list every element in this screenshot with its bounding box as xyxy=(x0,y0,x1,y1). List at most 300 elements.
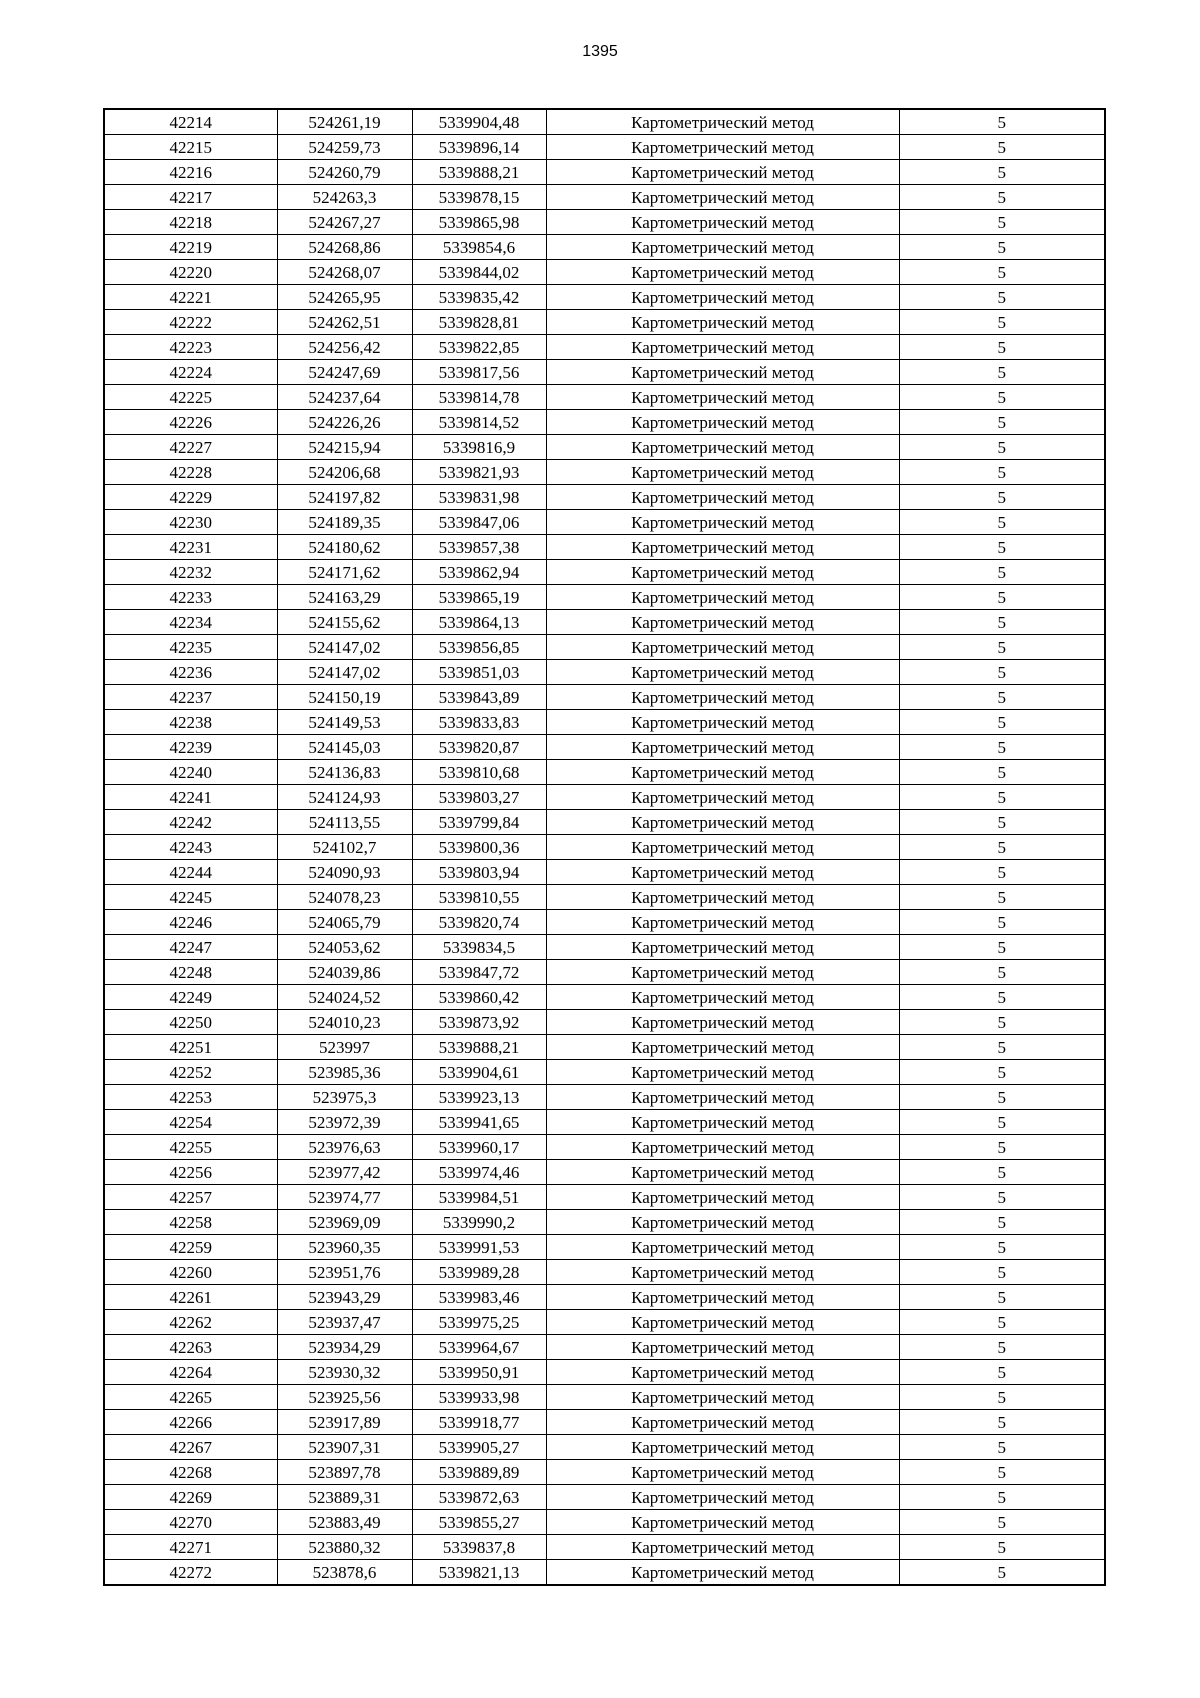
table-row xyxy=(104,585,1105,610)
method-cell: Картометрический метод xyxy=(546,1135,899,1160)
point-number-cell: 42242 xyxy=(104,810,277,835)
point-number-cell: 42239 xyxy=(104,735,277,760)
x-coordinate-cell: 523917,89 xyxy=(277,1410,412,1435)
y-coordinate-cell: 5339828,81 xyxy=(412,310,546,335)
table-row xyxy=(104,1410,1105,1435)
accuracy-cell: 5 xyxy=(899,1510,1105,1535)
x-coordinate-cell: 524259,73 xyxy=(277,135,412,160)
table-row xyxy=(104,960,1105,985)
page-number: 1395 xyxy=(582,43,618,60)
point-number-cell: 42226 xyxy=(104,410,277,435)
coordinates-table-body xyxy=(104,109,1105,1585)
method-cell: Картометрический метод xyxy=(546,1485,899,1510)
point-number-cell: 42225 xyxy=(104,385,277,410)
x-coordinate-cell: 523972,39 xyxy=(277,1110,412,1135)
method-cell: Картометрический метод xyxy=(546,510,899,535)
method-cell: Картометрический метод xyxy=(546,1460,899,1485)
x-coordinate-cell: 524189,35 xyxy=(277,510,412,535)
method-cell: Картометрический метод xyxy=(546,610,899,635)
x-coordinate-cell: 524215,94 xyxy=(277,435,412,460)
y-coordinate-cell: 5339799,84 xyxy=(412,810,546,835)
point-number-cell: 42247 xyxy=(104,935,277,960)
accuracy-cell: 5 xyxy=(899,235,1105,260)
accuracy-cell: 5 xyxy=(899,1560,1105,1586)
method-cell: Картометрический метод xyxy=(546,1410,899,1435)
x-coordinate-cell: 523985,36 xyxy=(277,1060,412,1085)
point-number-cell: 42216 xyxy=(104,160,277,185)
accuracy-cell: 5 xyxy=(899,735,1105,760)
accuracy-cell: 5 xyxy=(899,960,1105,985)
x-coordinate-cell: 524149,53 xyxy=(277,710,412,735)
accuracy-cell: 5 xyxy=(899,835,1105,860)
accuracy-cell: 5 xyxy=(899,535,1105,560)
accuracy-cell: 5 xyxy=(899,185,1105,210)
x-coordinate-cell: 524260,79 xyxy=(277,160,412,185)
y-coordinate-cell: 5339872,63 xyxy=(412,1485,546,1510)
x-coordinate-cell: 523974,77 xyxy=(277,1185,412,1210)
method-cell: Картометрический метод xyxy=(546,935,899,960)
table-row xyxy=(104,1285,1105,1310)
x-coordinate-cell: 523997 xyxy=(277,1035,412,1060)
method-cell: Картометрический метод xyxy=(546,460,899,485)
y-coordinate-cell: 5339820,87 xyxy=(412,735,546,760)
method-cell: Картометрический метод xyxy=(546,535,899,560)
accuracy-cell: 5 xyxy=(899,760,1105,785)
accuracy-cell: 5 xyxy=(899,860,1105,885)
x-coordinate-cell: 523943,29 xyxy=(277,1285,412,1310)
table-row xyxy=(104,260,1105,285)
table-row xyxy=(104,1185,1105,1210)
x-coordinate-cell: 523937,47 xyxy=(277,1310,412,1335)
method-cell: Картометрический метод xyxy=(546,160,899,185)
point-number-cell: 42271 xyxy=(104,1535,277,1560)
method-cell: Картометрический метод xyxy=(546,109,899,135)
table-row xyxy=(104,560,1105,585)
y-coordinate-cell: 5339923,13 xyxy=(412,1085,546,1110)
x-coordinate-cell: 524147,02 xyxy=(277,660,412,685)
accuracy-cell: 5 xyxy=(899,1435,1105,1460)
y-coordinate-cell: 5339918,77 xyxy=(412,1410,546,1435)
method-cell: Картометрический метод xyxy=(546,435,899,460)
x-coordinate-cell: 523969,09 xyxy=(277,1210,412,1235)
accuracy-cell: 5 xyxy=(899,1160,1105,1185)
x-coordinate-cell: 523960,35 xyxy=(277,1235,412,1260)
point-number-cell: 42232 xyxy=(104,560,277,585)
table-row xyxy=(104,435,1105,460)
point-number-cell: 42219 xyxy=(104,235,277,260)
table-row xyxy=(104,185,1105,210)
x-coordinate-cell: 524206,68 xyxy=(277,460,412,485)
table-row xyxy=(104,1435,1105,1460)
accuracy-cell: 5 xyxy=(899,1235,1105,1260)
table-row xyxy=(104,510,1105,535)
x-coordinate-cell: 524262,51 xyxy=(277,310,412,335)
x-coordinate-cell: 524265,95 xyxy=(277,285,412,310)
accuracy-cell: 5 xyxy=(899,810,1105,835)
method-cell: Картометрический метод xyxy=(546,1110,899,1135)
method-cell: Картометрический метод xyxy=(546,1510,899,1535)
x-coordinate-cell: 524171,62 xyxy=(277,560,412,585)
accuracy-cell: 5 xyxy=(899,785,1105,810)
table-row xyxy=(104,1135,1105,1160)
method-cell: Картометрический метод xyxy=(546,560,899,585)
x-coordinate-cell: 523897,78 xyxy=(277,1460,412,1485)
y-coordinate-cell: 5339896,14 xyxy=(412,135,546,160)
x-coordinate-cell: 524090,93 xyxy=(277,860,412,885)
y-coordinate-cell: 5339854,6 xyxy=(412,235,546,260)
table-row xyxy=(104,1560,1105,1586)
point-number-cell: 42218 xyxy=(104,210,277,235)
method-cell: Картометрический метод xyxy=(546,735,899,760)
y-coordinate-cell: 5339843,89 xyxy=(412,685,546,710)
table-row xyxy=(104,635,1105,660)
method-cell: Картометрический метод xyxy=(546,1160,899,1185)
accuracy-cell: 5 xyxy=(899,910,1105,935)
y-coordinate-cell: 5339862,94 xyxy=(412,560,546,585)
accuracy-cell: 5 xyxy=(899,1310,1105,1335)
accuracy-cell: 5 xyxy=(899,1085,1105,1110)
x-coordinate-cell: 523883,49 xyxy=(277,1510,412,1535)
method-cell: Картометрический метод xyxy=(546,1235,899,1260)
x-coordinate-cell: 523925,56 xyxy=(277,1385,412,1410)
table-row xyxy=(104,1085,1105,1110)
y-coordinate-cell: 5339888,21 xyxy=(412,160,546,185)
table-row xyxy=(104,1010,1105,1035)
method-cell: Картометрический метод xyxy=(546,910,899,935)
table-row xyxy=(104,335,1105,360)
method-cell: Картометрический метод xyxy=(546,1010,899,1035)
point-number-cell: 42217 xyxy=(104,185,277,210)
accuracy-cell: 5 xyxy=(899,385,1105,410)
y-coordinate-cell: 5339865,19 xyxy=(412,585,546,610)
table-row xyxy=(104,385,1105,410)
point-number-cell: 42261 xyxy=(104,1285,277,1310)
method-cell: Картометрический метод xyxy=(546,1310,899,1335)
table-row xyxy=(104,160,1105,185)
method-cell: Картометрический метод xyxy=(546,785,899,810)
table-row xyxy=(104,485,1105,510)
point-number-cell: 42241 xyxy=(104,785,277,810)
x-coordinate-cell: 524124,93 xyxy=(277,785,412,810)
method-cell: Картометрический метод xyxy=(546,1060,899,1085)
point-number-cell: 42220 xyxy=(104,260,277,285)
x-coordinate-cell: 524197,82 xyxy=(277,485,412,510)
accuracy-cell: 5 xyxy=(899,435,1105,460)
table-row xyxy=(104,310,1105,335)
table-row xyxy=(104,1385,1105,1410)
accuracy-cell: 5 xyxy=(899,885,1105,910)
table-row xyxy=(104,235,1105,260)
point-number-cell: 42252 xyxy=(104,1060,277,1085)
point-number-cell: 42254 xyxy=(104,1110,277,1135)
point-number-cell: 42236 xyxy=(104,660,277,685)
y-coordinate-cell: 5339847,72 xyxy=(412,960,546,985)
accuracy-cell: 5 xyxy=(899,360,1105,385)
y-coordinate-cell: 5339941,65 xyxy=(412,1110,546,1135)
point-number-cell: 42251 xyxy=(104,1035,277,1060)
point-number-cell: 42263 xyxy=(104,1335,277,1360)
method-cell: Картометрический метод xyxy=(546,660,899,685)
point-number-cell: 42238 xyxy=(104,710,277,735)
accuracy-cell: 5 xyxy=(899,610,1105,635)
method-cell: Картометрический метод xyxy=(546,1085,899,1110)
table-row xyxy=(104,1235,1105,1260)
y-coordinate-cell: 5339816,9 xyxy=(412,435,546,460)
point-number-cell: 42223 xyxy=(104,335,277,360)
x-coordinate-cell: 524261,19 xyxy=(277,109,412,135)
y-coordinate-cell: 5339835,42 xyxy=(412,285,546,310)
x-coordinate-cell: 523889,31 xyxy=(277,1485,412,1510)
y-coordinate-cell: 5339864,13 xyxy=(412,610,546,635)
accuracy-cell: 5 xyxy=(899,160,1105,185)
method-cell: Картометрический метод xyxy=(546,685,899,710)
y-coordinate-cell: 5339860,42 xyxy=(412,985,546,1010)
accuracy-cell: 5 xyxy=(899,560,1105,585)
y-coordinate-cell: 5339878,15 xyxy=(412,185,546,210)
y-coordinate-cell: 5339800,36 xyxy=(412,835,546,860)
accuracy-cell: 5 xyxy=(899,1535,1105,1560)
table-row xyxy=(104,610,1105,635)
point-number-cell: 42257 xyxy=(104,1185,277,1210)
accuracy-cell: 5 xyxy=(899,1060,1105,1085)
y-coordinate-cell: 5339950,91 xyxy=(412,1360,546,1385)
x-coordinate-cell: 524268,07 xyxy=(277,260,412,285)
y-coordinate-cell: 5339855,27 xyxy=(412,1510,546,1535)
x-coordinate-cell: 524136,83 xyxy=(277,760,412,785)
accuracy-cell: 5 xyxy=(899,710,1105,735)
point-number-cell: 42245 xyxy=(104,885,277,910)
method-cell: Картометрический метод xyxy=(546,1385,899,1410)
table-row xyxy=(104,1060,1105,1085)
point-number-cell: 42249 xyxy=(104,985,277,1010)
method-cell: Картометрический метод xyxy=(546,310,899,335)
point-number-cell: 42243 xyxy=(104,835,277,860)
table-row xyxy=(104,810,1105,835)
x-coordinate-cell: 524024,52 xyxy=(277,985,412,1010)
point-number-cell: 42233 xyxy=(104,585,277,610)
x-coordinate-cell: 524268,86 xyxy=(277,235,412,260)
y-coordinate-cell: 5339810,68 xyxy=(412,760,546,785)
point-number-cell: 42268 xyxy=(104,1460,277,1485)
method-cell: Картометрический метод xyxy=(546,1335,899,1360)
accuracy-cell: 5 xyxy=(899,660,1105,685)
x-coordinate-cell: 524078,23 xyxy=(277,885,412,910)
accuracy-cell: 5 xyxy=(899,1210,1105,1235)
accuracy-cell: 5 xyxy=(899,1360,1105,1385)
accuracy-cell: 5 xyxy=(899,260,1105,285)
accuracy-cell: 5 xyxy=(899,1010,1105,1035)
accuracy-cell: 5 xyxy=(899,1385,1105,1410)
point-number-cell: 42265 xyxy=(104,1385,277,1410)
table-row xyxy=(104,535,1105,560)
accuracy-cell: 5 xyxy=(899,1135,1105,1160)
table-row xyxy=(104,1035,1105,1060)
table-row xyxy=(104,210,1105,235)
point-number-cell: 42256 xyxy=(104,1160,277,1185)
y-coordinate-cell: 5339803,94 xyxy=(412,860,546,885)
table-row xyxy=(104,1110,1105,1135)
method-cell: Картометрический метод xyxy=(546,810,899,835)
point-number-cell: 42235 xyxy=(104,635,277,660)
method-cell: Картометрический метод xyxy=(546,1035,899,1060)
accuracy-cell: 5 xyxy=(899,1485,1105,1510)
table-row xyxy=(104,985,1105,1010)
accuracy-cell: 5 xyxy=(899,1410,1105,1435)
y-coordinate-cell: 5339904,61 xyxy=(412,1060,546,1085)
point-number-cell: 42260 xyxy=(104,1260,277,1285)
table-row xyxy=(104,1485,1105,1510)
table-row xyxy=(104,1260,1105,1285)
y-coordinate-cell: 5339847,06 xyxy=(412,510,546,535)
point-number-cell: 42272 xyxy=(104,1560,277,1586)
y-coordinate-cell: 5339814,52 xyxy=(412,410,546,435)
y-coordinate-cell: 5339974,46 xyxy=(412,1160,546,1185)
y-coordinate-cell: 5339964,67 xyxy=(412,1335,546,1360)
method-cell: Картометрический метод xyxy=(546,235,899,260)
coordinates-table xyxy=(103,108,1106,1586)
x-coordinate-cell: 523934,29 xyxy=(277,1335,412,1360)
x-coordinate-cell: 524226,26 xyxy=(277,410,412,435)
x-coordinate-cell: 524263,3 xyxy=(277,185,412,210)
y-coordinate-cell: 5339856,85 xyxy=(412,635,546,660)
y-coordinate-cell: 5339834,5 xyxy=(412,935,546,960)
x-coordinate-cell: 524145,03 xyxy=(277,735,412,760)
table-row xyxy=(104,1510,1105,1535)
method-cell: Картометрический метод xyxy=(546,1285,899,1310)
accuracy-cell: 5 xyxy=(899,460,1105,485)
y-coordinate-cell: 5339833,83 xyxy=(412,710,546,735)
table-row xyxy=(104,109,1105,135)
table-row xyxy=(104,935,1105,960)
method-cell: Картометрический метод xyxy=(546,385,899,410)
y-coordinate-cell: 5339822,85 xyxy=(412,335,546,360)
point-number-cell: 42264 xyxy=(104,1360,277,1385)
y-coordinate-cell: 5339821,13 xyxy=(412,1560,546,1586)
accuracy-cell: 5 xyxy=(899,1110,1105,1135)
accuracy-cell: 5 xyxy=(899,1285,1105,1310)
table-row xyxy=(104,860,1105,885)
point-number-cell: 42253 xyxy=(104,1085,277,1110)
y-coordinate-cell: 5339844,02 xyxy=(412,260,546,285)
point-number-cell: 42267 xyxy=(104,1435,277,1460)
accuracy-cell: 5 xyxy=(899,109,1105,135)
y-coordinate-cell: 5339814,78 xyxy=(412,385,546,410)
x-coordinate-cell: 524256,42 xyxy=(277,335,412,360)
method-cell: Картометрический метод xyxy=(546,410,899,435)
method-cell: Картометрический метод xyxy=(546,485,899,510)
y-coordinate-cell: 5339851,03 xyxy=(412,660,546,685)
method-cell: Картометрический метод xyxy=(546,1435,899,1460)
method-cell: Картометрический метод xyxy=(546,635,899,660)
table-row xyxy=(104,135,1105,160)
y-coordinate-cell: 5339803,27 xyxy=(412,785,546,810)
method-cell: Картометрический метод xyxy=(546,1260,899,1285)
method-cell: Картометрический метод xyxy=(546,360,899,385)
point-number-cell: 42215 xyxy=(104,135,277,160)
method-cell: Картометрический метод xyxy=(546,260,899,285)
table-row xyxy=(104,1210,1105,1235)
point-number-cell: 42240 xyxy=(104,760,277,785)
table-row xyxy=(104,1360,1105,1385)
point-number-cell: 42259 xyxy=(104,1235,277,1260)
method-cell: Картометрический метод xyxy=(546,1210,899,1235)
accuracy-cell: 5 xyxy=(899,985,1105,1010)
y-coordinate-cell: 5339984,51 xyxy=(412,1185,546,1210)
table-row xyxy=(104,885,1105,910)
y-coordinate-cell: 5339933,98 xyxy=(412,1385,546,1410)
point-number-cell: 42237 xyxy=(104,685,277,710)
accuracy-cell: 5 xyxy=(899,310,1105,335)
point-number-cell: 42248 xyxy=(104,960,277,985)
x-coordinate-cell: 524113,55 xyxy=(277,810,412,835)
table-row xyxy=(104,910,1105,935)
table-row xyxy=(104,410,1105,435)
y-coordinate-cell: 5339820,74 xyxy=(412,910,546,935)
method-cell: Картометрический метод xyxy=(546,760,899,785)
table-row xyxy=(104,760,1105,785)
point-number-cell: 42250 xyxy=(104,1010,277,1035)
accuracy-cell: 5 xyxy=(899,585,1105,610)
point-number-cell: 42227 xyxy=(104,435,277,460)
table-row xyxy=(104,685,1105,710)
y-coordinate-cell: 5339904,48 xyxy=(412,109,546,135)
y-coordinate-cell: 5339865,98 xyxy=(412,210,546,235)
point-number-cell: 42222 xyxy=(104,310,277,335)
point-number-cell: 42266 xyxy=(104,1410,277,1435)
method-cell: Картометрический метод xyxy=(546,1360,899,1385)
y-coordinate-cell: 5339991,53 xyxy=(412,1235,546,1260)
method-cell: Картометрический метод xyxy=(546,860,899,885)
method-cell: Картометрический метод xyxy=(546,185,899,210)
point-number-cell: 42231 xyxy=(104,535,277,560)
method-cell: Картометрический метод xyxy=(546,135,899,160)
method-cell: Картометрический метод xyxy=(546,1185,899,1210)
x-coordinate-cell: 524102,7 xyxy=(277,835,412,860)
point-number-cell: 42214 xyxy=(104,109,277,135)
x-coordinate-cell: 524155,62 xyxy=(277,610,412,635)
x-coordinate-cell: 524163,29 xyxy=(277,585,412,610)
y-coordinate-cell: 5339888,21 xyxy=(412,1035,546,1060)
y-coordinate-cell: 5339817,56 xyxy=(412,360,546,385)
accuracy-cell: 5 xyxy=(899,1035,1105,1060)
table-row xyxy=(104,1460,1105,1485)
table-row xyxy=(104,1535,1105,1560)
x-coordinate-cell: 524053,62 xyxy=(277,935,412,960)
x-coordinate-cell: 524180,62 xyxy=(277,535,412,560)
table-row xyxy=(104,460,1105,485)
method-cell: Картометрический метод xyxy=(546,985,899,1010)
point-number-cell: 42221 xyxy=(104,285,277,310)
y-coordinate-cell: 5339989,28 xyxy=(412,1260,546,1285)
point-number-cell: 42229 xyxy=(104,485,277,510)
y-coordinate-cell: 5339810,55 xyxy=(412,885,546,910)
table-row xyxy=(104,1310,1105,1335)
y-coordinate-cell: 5339821,93 xyxy=(412,460,546,485)
y-coordinate-cell: 5339857,38 xyxy=(412,535,546,560)
method-cell: Картометрический метод xyxy=(546,885,899,910)
accuracy-cell: 5 xyxy=(899,485,1105,510)
y-coordinate-cell: 5339975,25 xyxy=(412,1310,546,1335)
point-number-cell: 42230 xyxy=(104,510,277,535)
x-coordinate-cell: 523975,3 xyxy=(277,1085,412,1110)
accuracy-cell: 5 xyxy=(899,1185,1105,1210)
accuracy-cell: 5 xyxy=(899,335,1105,360)
accuracy-cell: 5 xyxy=(899,685,1105,710)
x-coordinate-cell: 524150,19 xyxy=(277,685,412,710)
table-row xyxy=(104,710,1105,735)
x-coordinate-cell: 523977,42 xyxy=(277,1160,412,1185)
y-coordinate-cell: 5339831,98 xyxy=(412,485,546,510)
